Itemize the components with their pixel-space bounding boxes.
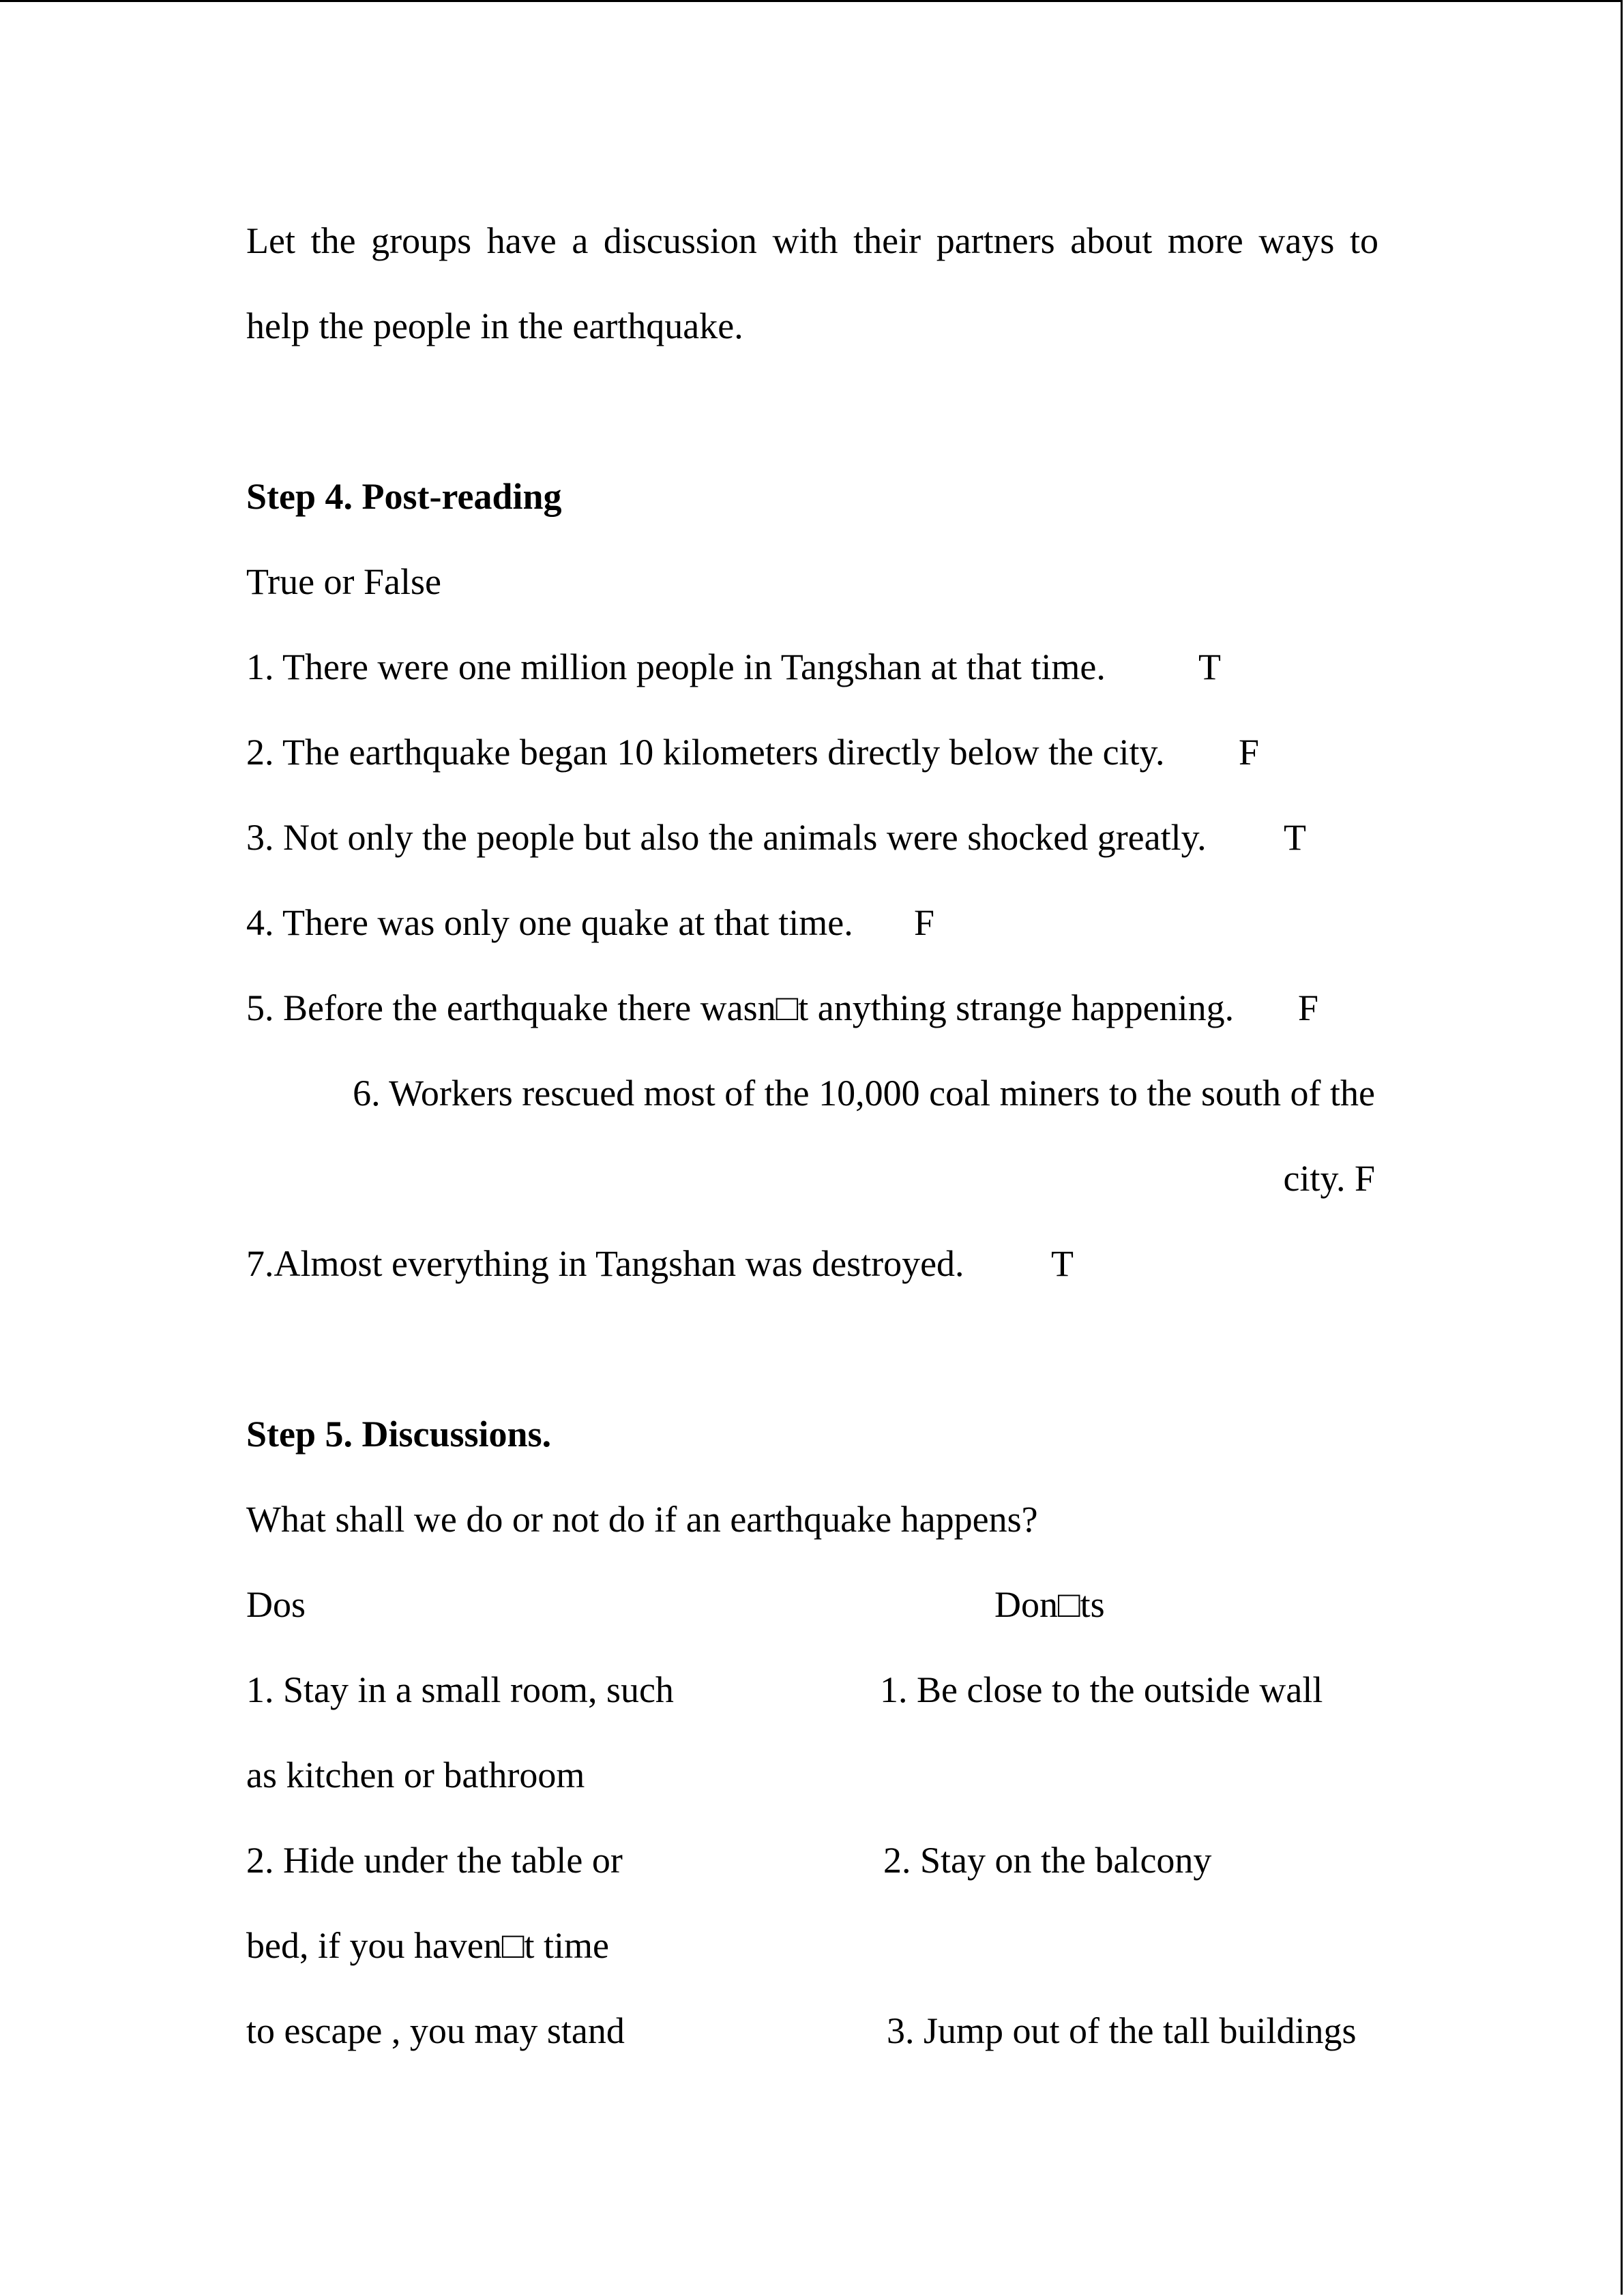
donts-item-1: 1. Be close to the outside wall (880, 1669, 1323, 1710)
donts-item-3: 3. Jump out of the tall buildings (887, 2010, 1357, 2051)
tf-item-text: 4. There was only one quake at that time. (246, 902, 853, 943)
tf-item-text: 2. The earthquake began 10 kilometers directly below the city. (246, 732, 1165, 773)
dos-line-1: 1. Stay in a small room, such (246, 1669, 674, 1710)
true-false-subheading: True or False (246, 561, 442, 602)
step4-heading: Step 4. Post-reading (246, 476, 562, 517)
tf-item-6-continuation: city. F (1283, 1158, 1375, 1199)
tf-item-text: 1. There were one million people in Tangshan at that time. (246, 646, 1106, 687)
donts-header: Don□ts (994, 1584, 1105, 1625)
tf-item-text: 3. Not only the people but also the animals were shocked greatly. (246, 817, 1207, 858)
tf-item-text: 5. Before the earthquake there wasn□t anything strange happening. (246, 987, 1235, 1028)
tf-item-1 (246, 645, 1221, 689)
intro-paragraph-line-1: Let the groups have a discussion with their partners about more ways to (246, 220, 1378, 261)
tf-item-text: 7.Almost everything in Tangshan was destroyed. (246, 1243, 964, 1284)
dos-line-3: 2. Hide under the table or (246, 1840, 623, 1881)
tf-item-answer: F (1239, 732, 1260, 773)
dos-line-4: bed, if you haven□t time (246, 1925, 609, 1966)
intro-paragraph-line-2: help the people in the earthquake. (246, 305, 743, 346)
dos-header: Dos (246, 1584, 306, 1625)
tf-item-answer: F (1298, 987, 1319, 1028)
dos-line-2: as kitchen or bathroom (246, 1755, 585, 1795)
tf-item-answer: T (1051, 1243, 1074, 1284)
tf-item-6: 6. Workers rescued most of the 10,000 coal miners to the south of the (353, 1073, 1375, 1114)
tf-item-3 (246, 816, 1306, 859)
dos-line-5: to escape , you may stand (246, 2010, 625, 2051)
tf-item-5 (246, 986, 1319, 1030)
tf-item-answer: T (1198, 646, 1221, 687)
tf-item-answer: T (1284, 817, 1306, 858)
discussion-question: What shall we do or not do if an earthquake happens? (246, 1499, 1038, 1540)
tf-item-4 (246, 901, 935, 944)
tf-item-2 (246, 730, 1260, 774)
tf-item-7 (246, 1242, 1074, 1285)
step5-heading: Step 5. Discussions. (246, 1414, 552, 1455)
donts-item-2: 2. Stay on the balcony (883, 1840, 1212, 1881)
tf-item-answer: F (914, 902, 935, 943)
